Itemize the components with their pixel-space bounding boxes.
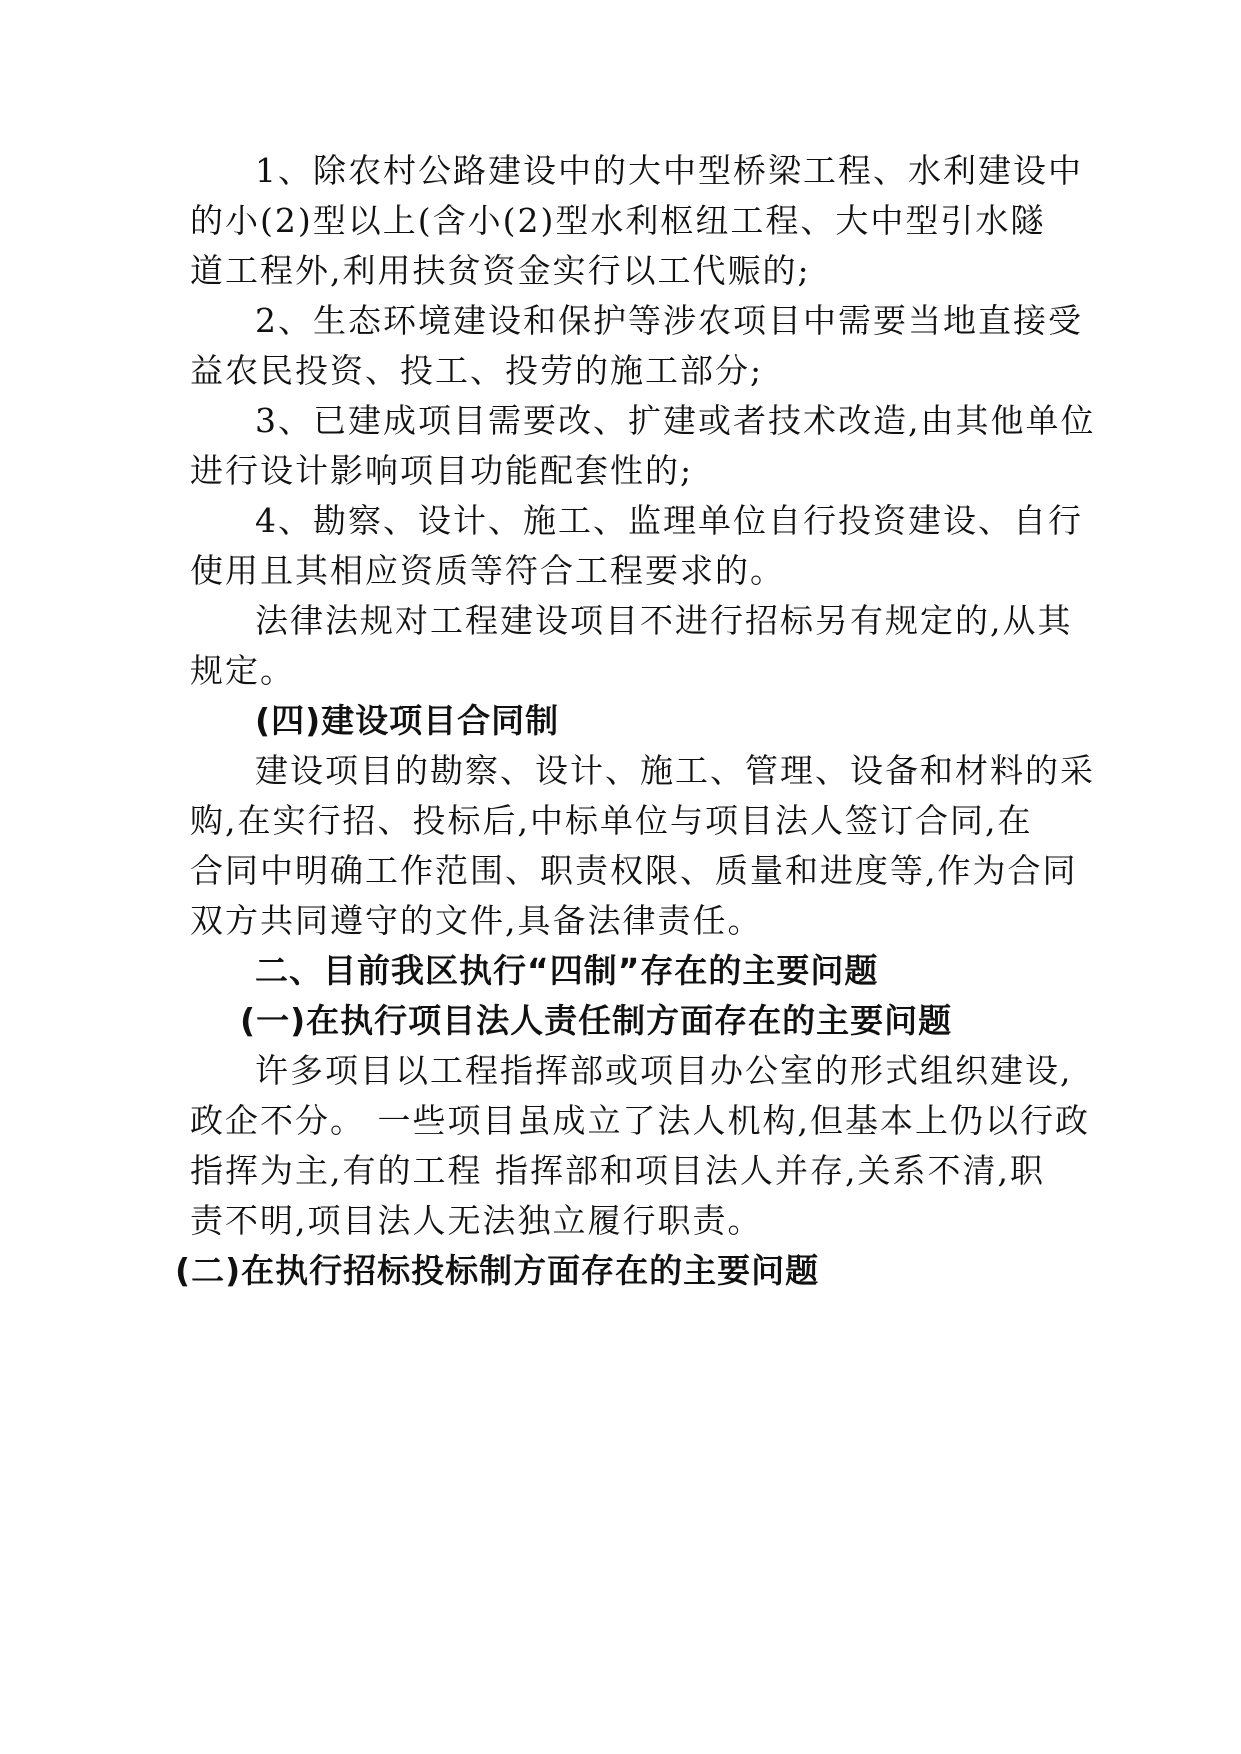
paragraph-line: 合同中明确工作范围、职责权限、质量和进度等,作为合同 (190, 851, 1078, 890)
paragraph-line: 益农民投资、投工、投劳的施工部分; (190, 351, 764, 390)
section-heading: (二)在执行招标投标制方面存在的主要问题 (175, 1251, 820, 1290)
paragraph-line: 规定。 (190, 651, 295, 690)
paragraph-line: 购,在实行招、投标后,中标单位与项目法人签订合同,在 (190, 801, 1033, 840)
paragraph-line: 许多项目以工程指挥部或项目办公室的形式组织建设, (255, 1051, 1073, 1090)
paragraph-line: 建设项目的勘察、设计、施工、管理、设备和材料的采 (255, 751, 1095, 790)
chapter-heading: 二、目前我区执行“四制”存在的主要问题 (255, 951, 879, 990)
paragraph-line: 3、已建成项目需要改、扩建或者技术改造,由其他单位 (255, 401, 1096, 440)
section-heading: (四)建设项目合同制 (255, 701, 560, 740)
section-heading: (一)在执行项目法人责任制方面存在的主要问题 (240, 1001, 953, 1040)
paragraph-line: 指挥为主,有的工程 指挥部和项目法人并存,关系不清,职 (190, 1151, 1045, 1190)
paragraph-line: 2、生态环境建设和保护等涉农项目中需要当地直接受 (255, 301, 1083, 340)
paragraph-line: 进行设计影响项目功能配套性的; (190, 451, 694, 490)
paragraph-line: 政企不分。 一些项目虽成立了法人机构,但基本上仍以行政 (190, 1101, 1090, 1140)
paragraph-line: 4、勘察、设计、施工、监理单位自行投资建设、自行 (255, 501, 1083, 540)
paragraph-line: 道工程外,利用扶贫资金实行以工代赈的; (190, 251, 811, 290)
paragraph-line: 1、除农村公路建设中的大中型桥梁工程、水利建设中 (255, 151, 1083, 190)
paragraph-line: 责不明,项目法人无法独立履行职责。 (190, 1201, 763, 1240)
paragraph-line: 双方共同遵守的文件,具备法律责任。 (190, 901, 763, 940)
paragraph-line: 的小(2)型以上(含小(2)型水利枢纽工程、大中型引水隧 (190, 201, 1046, 240)
paragraph-line: 使用且其相应资质等符合工程要求的。 (190, 551, 785, 590)
paragraph-line: 法律法规对工程建设项目不进行招标另有规定的,从其 (255, 601, 1073, 640)
